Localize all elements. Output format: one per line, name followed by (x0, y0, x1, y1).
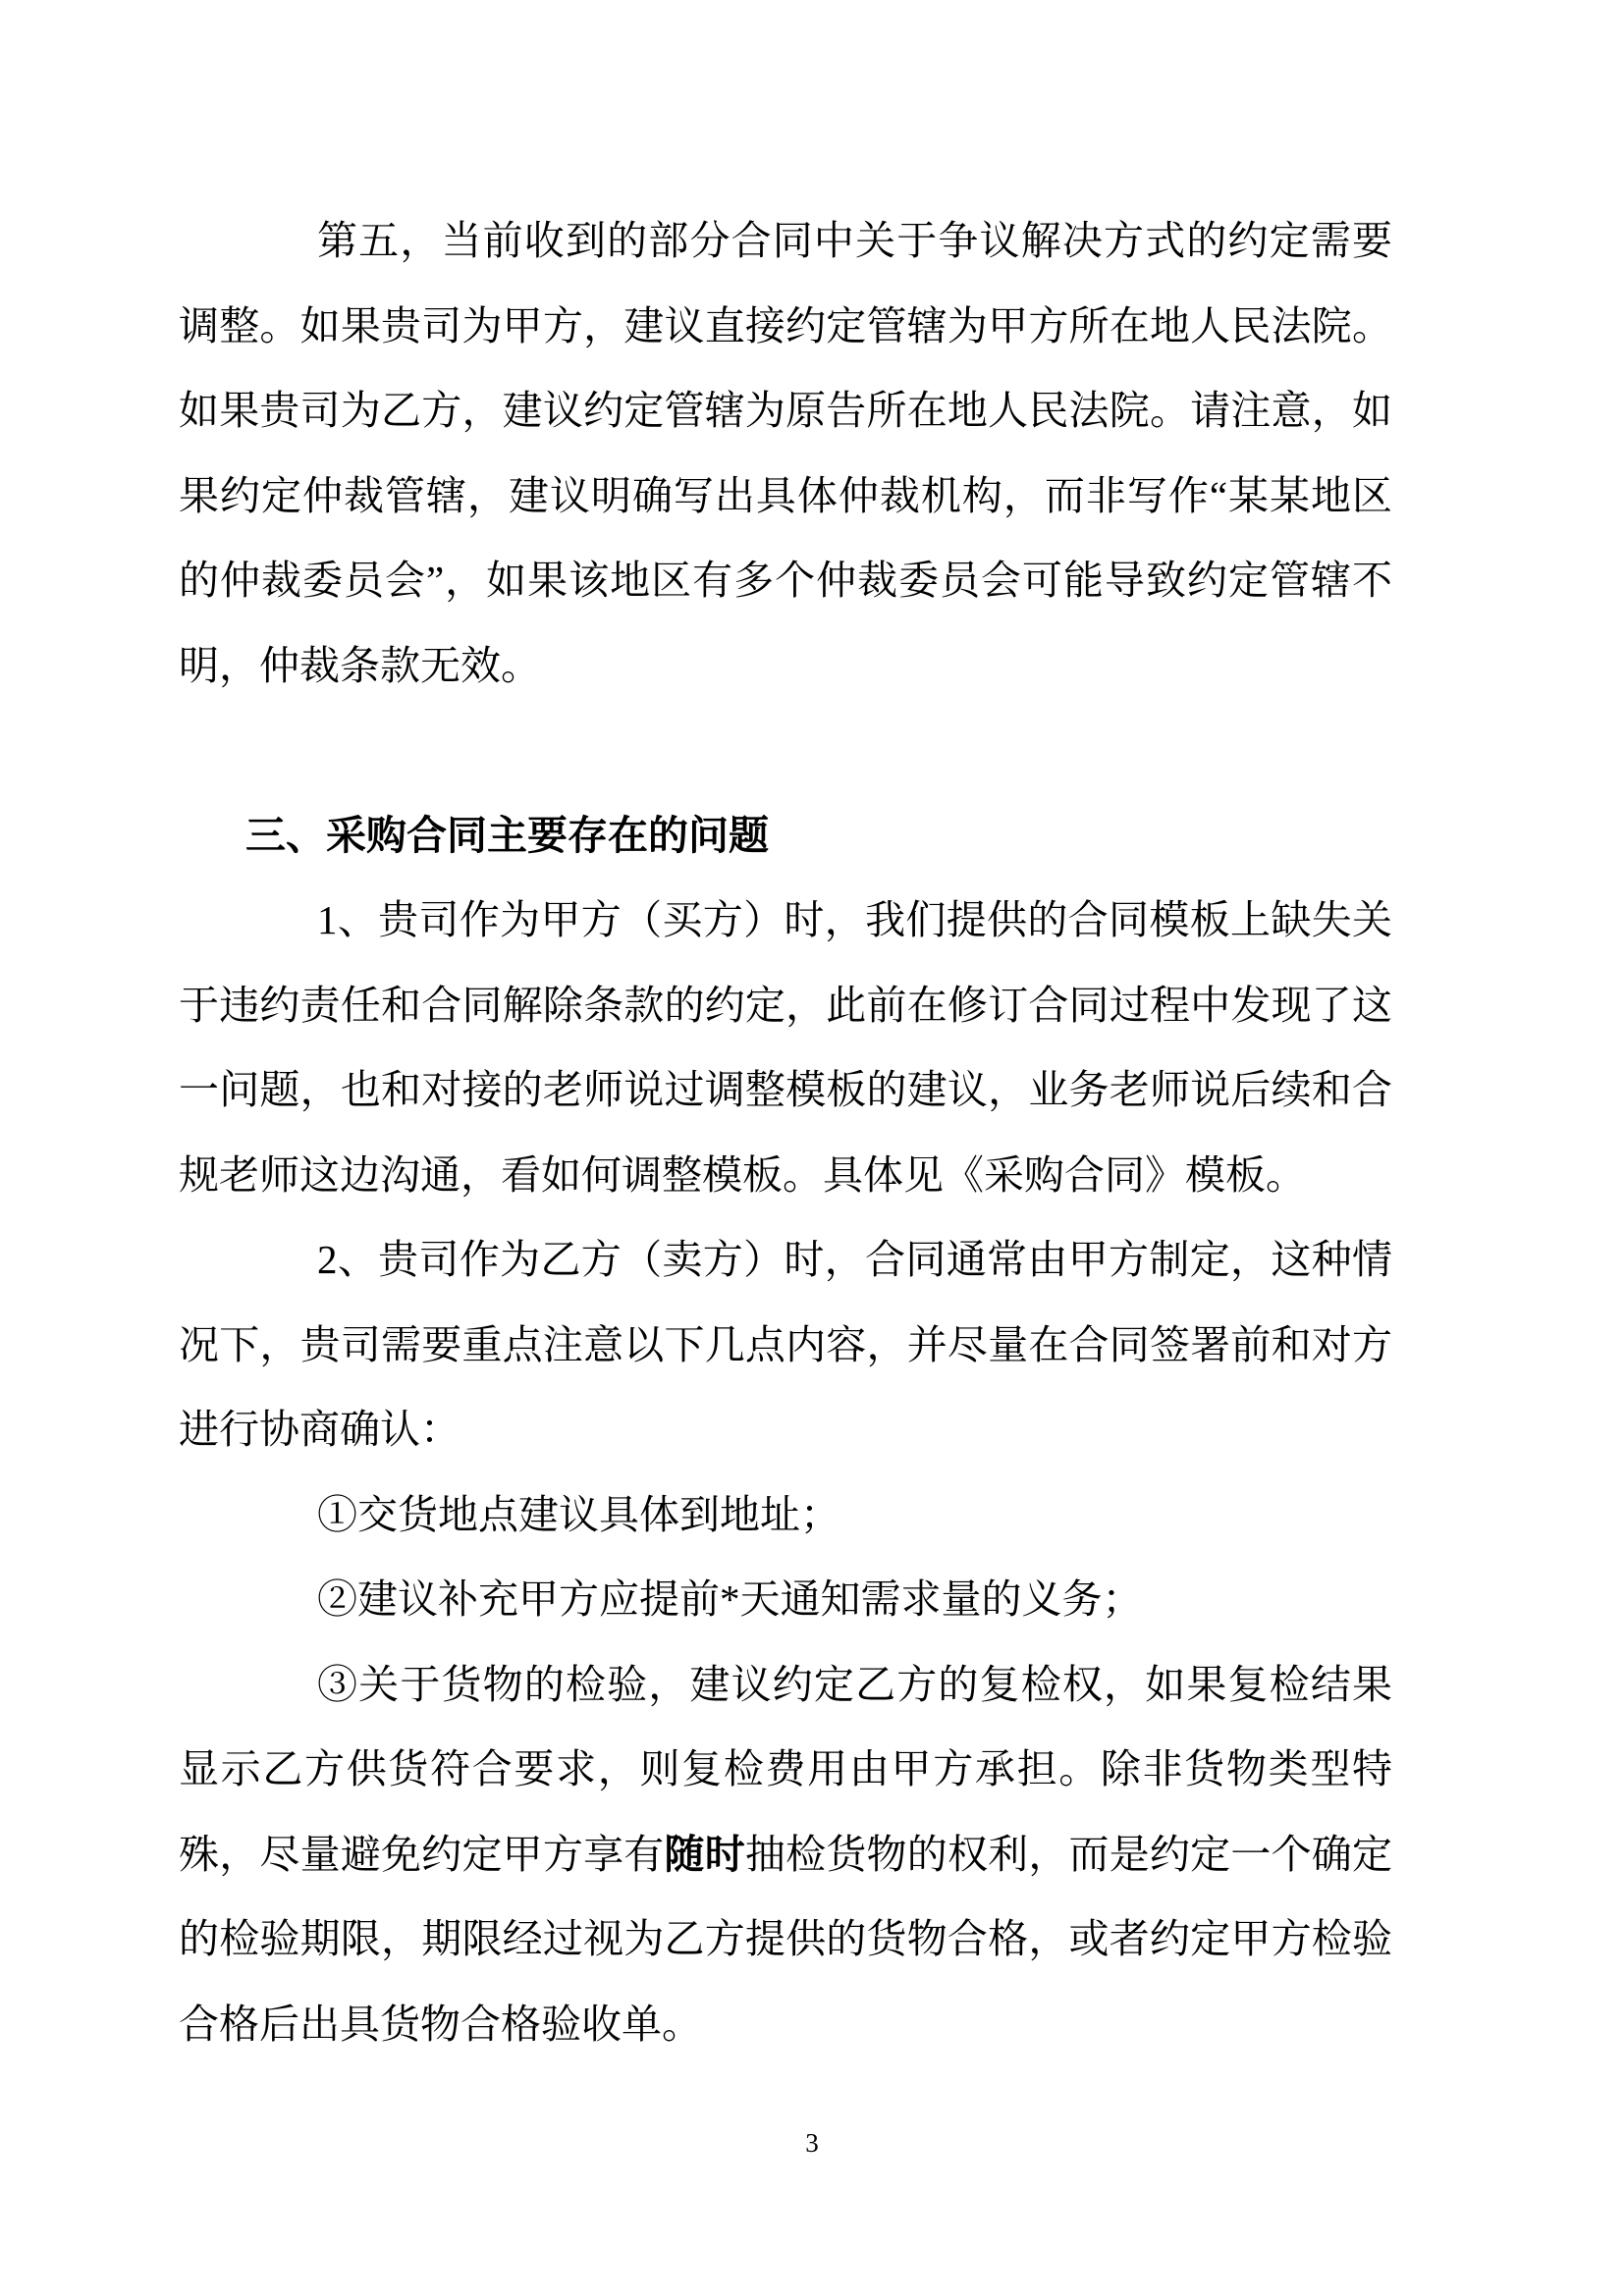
bullet-item-1: ①交货地点建议具体到地址； (317, 1491, 840, 1537)
page-number: 3 (805, 2128, 819, 2158)
paragraph-item-2: 2、贵司作为乙方（卖方）时，合同通常由甲方制定，这种情况下，贵司需要重点注意以下几点内容，并尽量在合同签署前和对方进行协商确认： (179, 1237, 1392, 1452)
bullet-3-text-after: 抽检货物的权利，而是约定一个确定的检验期限，期限经过视为乙方提供的货物合格，或者约定甲方检验合格后出具货物合格验收单。 (179, 1831, 1393, 2047)
bullet-item-2: ②建议补充甲方应提前*天通知需求量的义务； (317, 1576, 1143, 1622)
bullet-3-text-before: ③关于货物的检验，建议约定乙方的复检权，如果复检结果显示乙方供货符合要求，则复检费用由甲方承担。除非货物类型特殊，尽量避免约定甲方享有 (179, 1661, 1392, 1877)
section-heading: 三、采购合同主要存在的问题 (245, 812, 769, 858)
paragraph-item-1: 1、贵司作为甲方（买方）时，我们提供的合同模板上缺失关于违约责任和合同解除条款的约定，此前在修订合同过程中发现了这一问题，也和对接的老师说过调整模板的建议，业务老师说后续和合规老师这边沟通，看如何调整模板。具体见《采购合同》模板。 (179, 897, 1392, 1198)
bullet-3-bold-emphasis: 随时 (664, 1831, 745, 1877)
bullet-item-3 (179, 1642, 1392, 2067)
document-body (179, 198, 1392, 2066)
paragraph-dispute-resolution: 第五，当前收到的部分合同中关于争议解决方式的约定需要调整。如果贵司为甲方，建议直接约定管辖为甲方所在地人民法院。如果贵司为乙方，建议约定管辖为原告所在地人民法院。请注意，如果约定仲裁管辖，建议明确写出具体仲裁机构，而非写作“某某地区的仲裁委员会”，如果该地区有多个仲裁委员会可能导致约定管辖不明，仲裁条款无效。 (179, 218, 1392, 688)
